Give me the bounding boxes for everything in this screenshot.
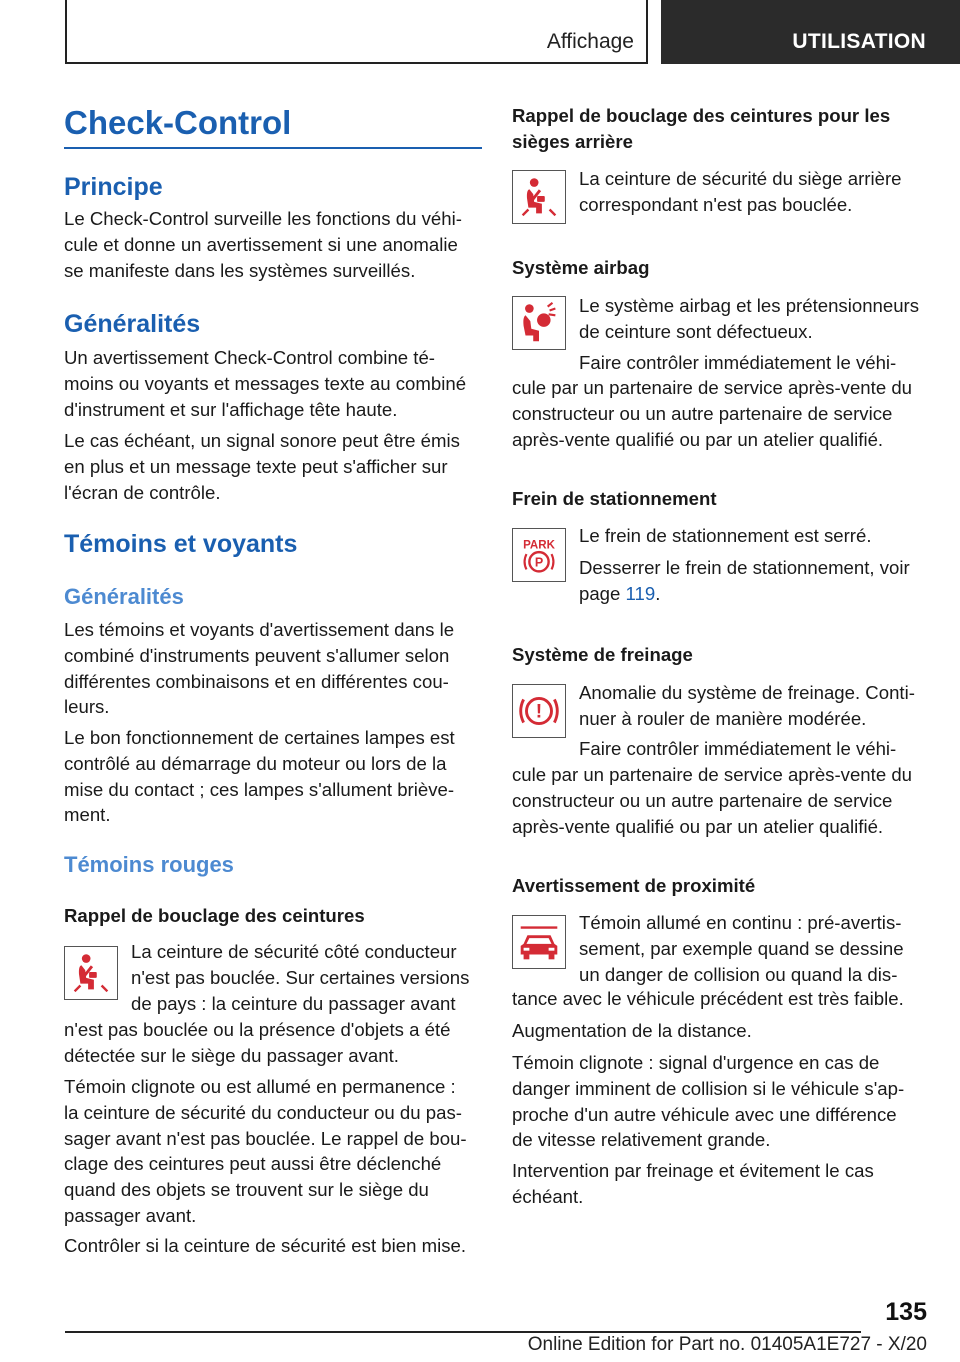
title-rule (64, 147, 482, 149)
ceintures-paragraph-2: Témoin clignote ou est allumé en permanence : la ceinture de sécurité du conducteur ou du pas- sager avant n'est pas bouclée. Le rappel de bou- clage des ceintures peut aussi être déclenché quand des objets se trouvent sur le siège du passager avant. (64, 1076, 467, 1226)
sieges-arriere-heading: Rappel de bouclage des ceintures pour les sièges arrière (512, 105, 891, 152)
frein-stationnement-heading: Frein de stationnement (512, 488, 717, 509)
ceintures-paragraph-3: Contrôler si la ceinture de sécurité est bien mise. (64, 1235, 467, 1256)
frein-stationnement-action (579, 555, 930, 607)
footer-rule (65, 1331, 861, 1333)
airbag-action-indented: Faire contrôler immédiatement le véhi- (579, 352, 897, 373)
header-section-label: Affichage (546, 30, 634, 53)
page-title: Check-Control (64, 104, 292, 141)
proximite-paragraph-3: Témoin clignote : signal d'urgence en cas de danger imminent de collision si le véhicule s'ap- proche d'un autre véhicule avec une différence de vitesse relativement grande. (512, 1052, 905, 1151)
airbag-text: Le système airbag et les prétensionneurs de ceinture sont défectueux. (579, 295, 920, 342)
frein-action-period: . (655, 582, 661, 604)
temoins-generalites-paragraph-2: Le bon fonctionnement de certaines lampes est contrôlé au démarrage du moteur ou lors de la mise du contact ; ces lampes s'allument briève- ment. (64, 727, 455, 826)
proximite-paragraph-2: Augmentation de la distance. (512, 1020, 752, 1041)
proximite-text-indented: Témoin allumé en continu : pré-avertis- sement, par exemple quand se dessine un danger de collision ou quand la dis- (579, 912, 904, 985)
rear-seatbelt-warning-icon (512, 170, 566, 224)
proximite-heading: Avertissement de proximité (512, 875, 756, 896)
brake-warning-icon (512, 684, 566, 738)
airbag-warning-icon (512, 296, 566, 350)
header-section-tab (65, 0, 648, 64)
park-symbol: P (534, 555, 544, 570)
seatbelt-warning-icon (64, 946, 118, 1000)
generalites-heading: Généralités (64, 310, 201, 338)
sieges-arriere-text: La ceinture de sécurité du siège arrière correspondant n'est pas bouclée. (579, 168, 902, 215)
principe-heading: Principe (64, 173, 163, 201)
generalites-paragraph-2: Le cas échéant, un signal sonore peut être émis en plus et un message texte peut s'afficher sur l'écran de contrôle. (64, 430, 460, 503)
frein-action-text: Desserrer le frein de stationnement, voir page (579, 557, 910, 604)
frein-stationnement-text: Le frein de stationnement est serré. (579, 525, 872, 546)
proximite-text-continued: tance avec le véhicule précédent est très faible. (512, 988, 904, 1009)
parking-brake-icon (512, 528, 566, 582)
header-chapter-tab (661, 0, 960, 64)
temoins-heading: Témoins et voyants (64, 530, 298, 558)
airbag-action-continued: cule par un partenaire de service après-vente du constructeur ou un autre partenaire de service après-vente qualifié ou par un atelier qualifié. (512, 377, 913, 450)
ceintures-paragraph-1-continued: n'est pas bouclée ou la présence d'objets a été détectée sur le siège du passager avant. (64, 1019, 451, 1066)
page-119-link[interactable]: 119 (625, 582, 656, 604)
temoins-generalites-heading: Généralités (64, 584, 184, 609)
header-chapter-label: UTILISATION (792, 30, 926, 53)
freinage-action-continued: cule par un partenaire de service après-vente du constructeur ou un autre partenaire de service après-vente qualifié ou par un atelier qualifié. (512, 764, 913, 837)
airbag-heading: Système airbag (512, 257, 650, 278)
page-number: 135 (885, 1298, 927, 1326)
proximite-paragraph-4: Intervention par freinage et évitement le cas échéant. (512, 1160, 874, 1207)
footer-edition: Online Edition for Part no. 01405A1E727 - X/20 (527, 1334, 927, 1355)
temoins-generalites-paragraph-1: Les témoins et voyants d'avertissement dans le combiné d'instruments peuvent s'allumer selon différentes combinaisons et en différentes cou- leurs. (64, 619, 455, 718)
brake-symbol: ! (535, 701, 543, 723)
generalites-paragraph-1: Un avertissement Check-Control combine té- moins ou voyants et messages texte au combiné d'instrument et sur l'affichage tête haute. (64, 347, 467, 420)
temoins-rouges-heading: Témoins rouges (64, 852, 234, 877)
principe-text: Le Check-Control surveille les fonctions du véhi- cule et donne un avertissement si une anomalie se manifeste dans les systèmes surveillés. (64, 208, 462, 281)
freinage-action-indented: Faire contrôler immédiatement le véhi- (579, 738, 897, 759)
systeme-freinage-heading: Système de freinage (512, 644, 693, 665)
ceintures-paragraph-1-indented: La ceinture de sécurité côté conducteur n'est pas bouclée. Sur certaines versions de pays : la ceinture du passager avant (131, 941, 470, 1014)
collision-warning-car-icon (512, 915, 566, 969)
park-label: PARK (523, 539, 555, 552)
systeme-freinage-text: Anomalie du système de freinage. Conti- nuer à rouler de manière modérée. (579, 682, 915, 729)
ceintures-heading: Rappel de bouclage des ceintures (64, 905, 365, 926)
